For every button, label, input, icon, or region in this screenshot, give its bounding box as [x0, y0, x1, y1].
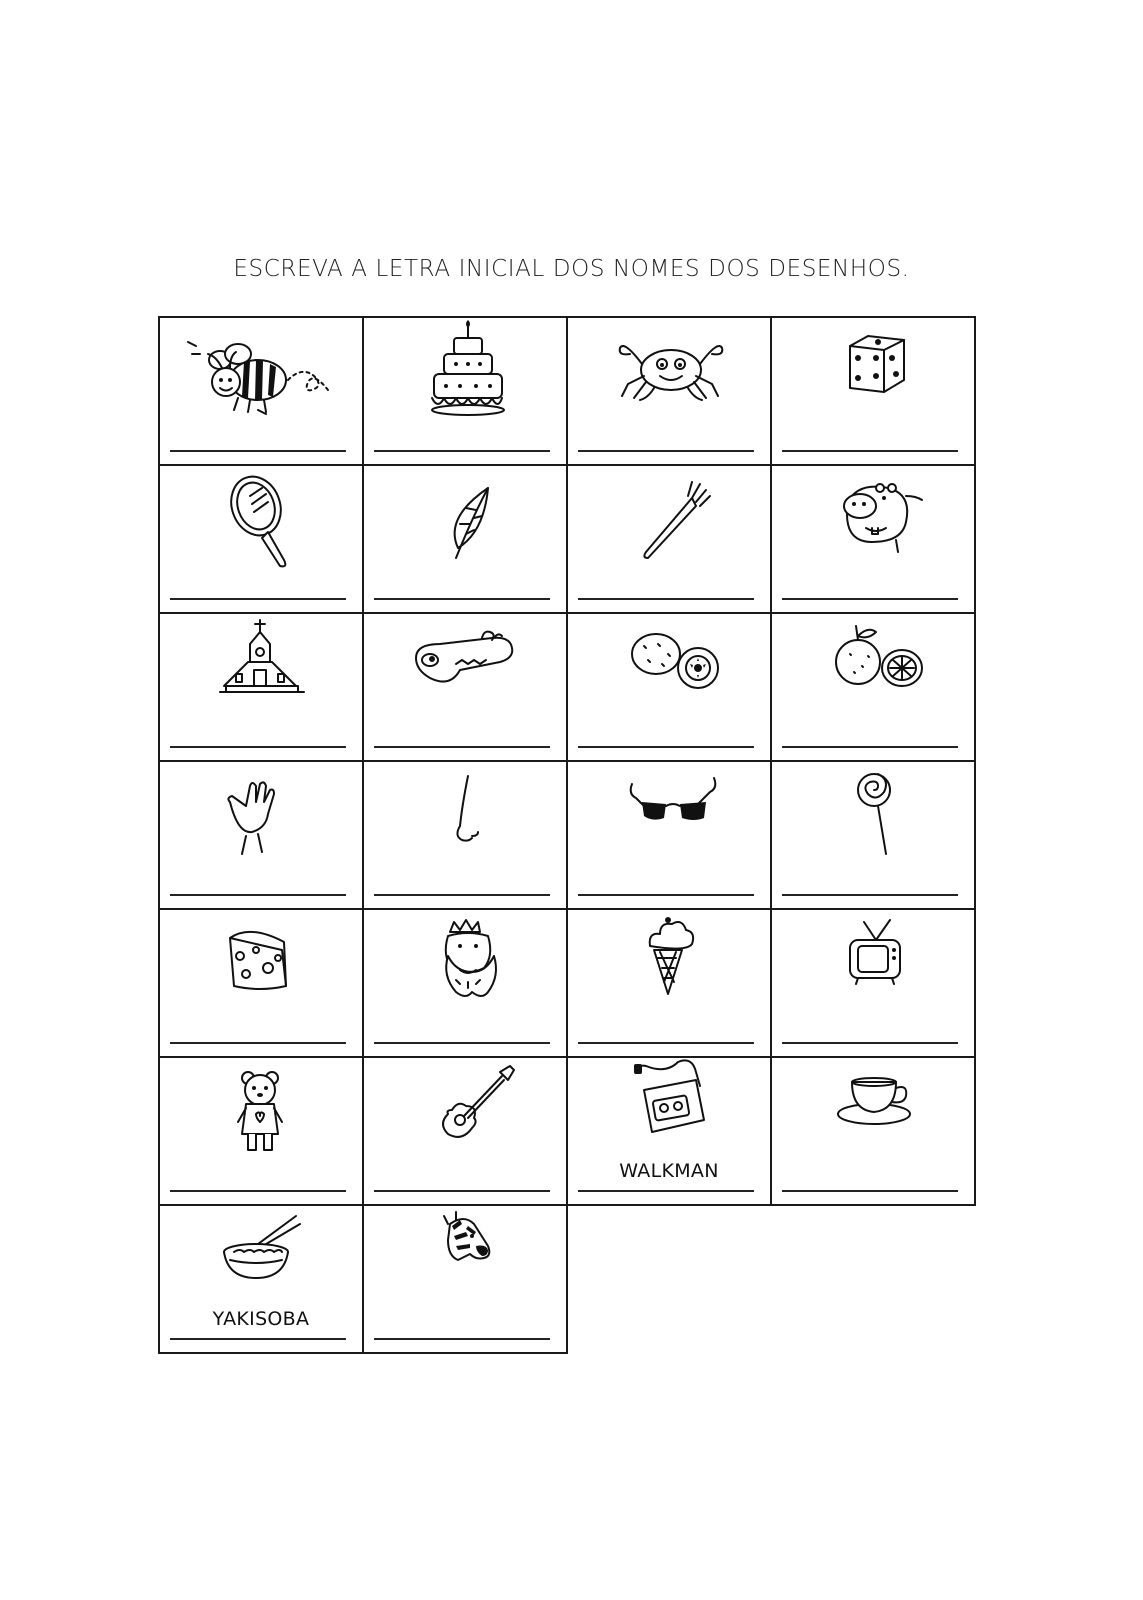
picture-cell-cake — [362, 316, 568, 466]
picture-cell-fork — [566, 464, 772, 614]
guitar-icon — [364, 1058, 570, 1208]
picture-cell-sunglasses — [566, 760, 772, 910]
picture-cell-king — [362, 908, 568, 1058]
ice-cream-icon — [568, 910, 774, 1060]
answer-line[interactable] — [578, 1042, 754, 1044]
answer-line[interactable] — [782, 1190, 958, 1192]
yakisoba-bowl-icon — [160, 1206, 366, 1356]
answer-line[interactable] — [374, 1042, 550, 1044]
picture-cell-leaf — [362, 464, 568, 614]
crocodile-icon — [364, 614, 570, 764]
answer-line[interactable] — [374, 894, 550, 896]
walkman-icon — [568, 1058, 774, 1208]
answer-line[interactable] — [170, 1190, 346, 1192]
kiwi-icon — [568, 614, 774, 764]
picture-cell-nose — [362, 760, 568, 910]
answer-line[interactable] — [782, 894, 958, 896]
cell-word: YAKISOBA — [212, 1308, 310, 1330]
television-icon — [772, 910, 978, 1060]
answer-line[interactable] — [374, 598, 550, 600]
picture-cell-cheese — [158, 908, 364, 1058]
answer-line[interactable] — [578, 598, 754, 600]
picture-cell-television — [770, 908, 976, 1058]
picture-cell-mirror — [158, 464, 364, 614]
answer-line[interactable] — [782, 746, 958, 748]
cake-icon — [364, 318, 570, 468]
answer-line[interactable] — [782, 598, 958, 600]
answer-line[interactable] — [782, 1042, 958, 1044]
answer-line[interactable] — [170, 746, 346, 748]
king-icon — [364, 910, 570, 1060]
teacup-icon — [772, 1058, 978, 1208]
answer-line[interactable] — [578, 894, 754, 896]
church-icon — [160, 614, 366, 764]
answer-line[interactable] — [374, 746, 550, 748]
hand-icon — [160, 762, 366, 912]
picture-cell-teddy-bear — [158, 1056, 364, 1206]
zebra-icon — [364, 1206, 570, 1356]
mirror-icon — [160, 466, 366, 616]
picture-cell-yakisoba — [158, 1204, 364, 1354]
picture-cell-crocodile — [362, 612, 568, 762]
answer-line[interactable] — [374, 450, 550, 452]
teddy-bear-icon — [160, 1058, 366, 1208]
picture-cell-crab — [566, 316, 772, 466]
cheese-icon — [160, 910, 366, 1060]
lollipop-icon — [772, 762, 978, 912]
picture-cell-hand — [158, 760, 364, 910]
picture-cell-guitar — [362, 1056, 568, 1206]
fork-icon — [568, 466, 774, 616]
picture-cell-hippo — [770, 464, 976, 614]
instruction-title: ESCREVA A LETRA INICIAL DOS NOMES DOS DESENHOS. — [233, 256, 910, 282]
picture-cell-ice-cream — [566, 908, 772, 1058]
leaf-icon — [364, 466, 570, 616]
picture-cell-bee — [158, 316, 364, 466]
answer-line[interactable] — [374, 1190, 550, 1192]
answer-line[interactable] — [578, 450, 754, 452]
picture-cell-teacup — [770, 1056, 976, 1206]
hippo-icon — [772, 466, 978, 616]
picture-cell-zebra — [362, 1204, 568, 1354]
cell-word: WALKMAN — [619, 1160, 719, 1182]
picture-cell-lollipop — [770, 760, 976, 910]
crab-icon — [568, 318, 774, 468]
answer-line[interactable] — [782, 450, 958, 452]
sunglasses-icon — [568, 762, 774, 912]
answer-line[interactable] — [578, 746, 754, 748]
picture-cell-dice — [770, 316, 976, 466]
answer-line[interactable] — [374, 1338, 550, 1340]
answer-line[interactable] — [170, 894, 346, 896]
orange-icon — [772, 614, 978, 764]
dice-icon — [772, 318, 978, 468]
answer-line[interactable] — [578, 1190, 754, 1192]
answer-line[interactable] — [170, 1338, 346, 1340]
answer-line[interactable] — [170, 450, 346, 452]
picture-grid — [158, 316, 990, 1364]
answer-line[interactable] — [170, 598, 346, 600]
nose-icon — [364, 762, 570, 912]
picture-cell-church — [158, 612, 364, 762]
picture-cell-kiwi — [566, 612, 772, 762]
bee-icon — [160, 318, 366, 468]
picture-cell-walkman — [566, 1056, 772, 1206]
answer-line[interactable] — [170, 1042, 346, 1044]
picture-cell-orange — [770, 612, 976, 762]
